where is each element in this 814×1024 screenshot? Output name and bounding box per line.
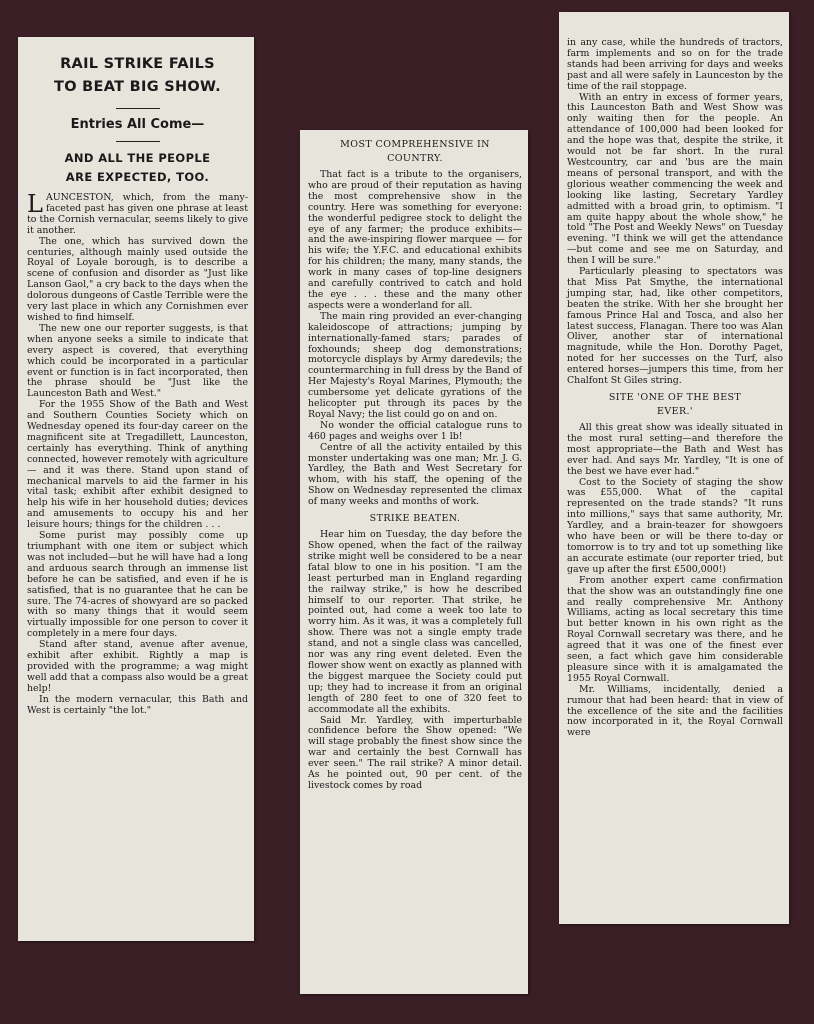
paragraph: No wonder the official catalogue runs to 460 pages and weighs over 1 lb! [308, 419, 522, 442]
paragraph [27, 190, 248, 237]
paragraph: In the modern vernacular, this Bath and West is certainly "the lot." [27, 693, 248, 716]
subhead-line-2: ARE EXPECTED, TOO. [65, 170, 210, 184]
section-heading-site [567, 391, 783, 419]
subhead [27, 149, 248, 187]
headline [27, 53, 248, 99]
section-heading-line-2: EVER.' [657, 406, 693, 417]
clipping-middle [300, 130, 528, 994]
section-heading-strike: STRIKE BEATEN. [369, 513, 461, 525]
paragraph: Stand after stand, avenue after avenue, exhibit after exhibit. Rightly a map is provided with the programme; a wag might well add that a compass also would be a great help! [27, 639, 248, 694]
clipping-left [18, 37, 254, 941]
paragraph: Cost to the Society of staging the show was £55,000. What of the capital represented on the trade stands? "It runs into millions," says that same authority, Mr. Yardley, and a brain-teazer for showgoers who have been or will be there to-day or tomorrow is to try and tot up something like an accurate estimate (our reporter tried, but gave up after the first £500,000!) [567, 476, 783, 575]
section-heading [308, 138, 522, 166]
clipping-right [559, 12, 789, 924]
section-heading-line-1: MOST COMPREHENSIVE IN [340, 139, 490, 150]
headline-line-1: RAIL STRIKE FAILS [60, 56, 215, 72]
paragraph: Centre of all the activity entailed by this monster undertaking was one man; Mr. J. G. Yardley, the Bath and West Secretary for whom, with his staff, the opening of the Show on Wednesday represented the climax of many weeks and months of work. [308, 441, 522, 508]
paragraph: in any case, while the hundreds of tractors, farm implements and so on for the trade stands had been arriving for days and weeks past and all were safely in Launceston by the time of the rail stoppage. [567, 37, 783, 92]
subhead-line-1: AND ALL THE PEOPLE [64, 151, 211, 165]
paragraph: The new one our reporter suggests, is that when anyone seeks a simile to indicate that every aspect is covered, that everything which could be incorporated in a particular event or function is in fact incorporated, then the phrase should be "Just like the Launceston Bath and West." [27, 322, 248, 400]
paragraph: Particularly pleasing to spectators was that Miss Pat Smythe, the international jumping star, had, like other competitors, beaten the strike. With her she brought her famous Prince Hal and Tosca, and also her latest success, Flanagan. There too was Alan Oliver, another star of international magnitude, while the Hon. Dorothy Paget, noted for her successes on the Turf, also entered horses—jumpers this time, from her Chalfont St Giles string. [567, 266, 783, 387]
paragraph: Mr. Williams, incidentally, denied a rumour that had been heard: that in view of the excellence of the site and the facilities now incorporated in it, the Royal Cornwall were [567, 683, 783, 739]
section-heading-line-2: COUNTRY. [387, 153, 443, 164]
drop-cap: L [27, 190, 43, 218]
paragraph: For the 1955 Show of the Bath and West and Southern Counties Society which on Wednesday opened its four-day career on the magnificent site at Tregadillett, Launceston, certainly has everything. Think of anything connected, however remotely with agriculture — and it was there. Stand upon stand of mechanical marvels to aid the farmer in his vital task; exhibit after exhibit designed to help his wife in her household duties; devices and amusements to occupy his and her leisure hours; things for the children . . . [27, 399, 248, 531]
section-heading-line-1: SITE 'ONE OF THE BEST [608, 392, 742, 403]
paragraph: Said Mr. Yardley, with imperturbable confidence before the Show opened: "We will stage probably the finest show since the war and certainly the best Cornwall has ever seen." The rail strike? A minor detail. As he pointed out, 90 per cent. of the livestock comes by road [308, 714, 522, 791]
paragraph: That fact is a tribute to the organisers, who are proud of their reputation as having the most comprehensive show in the country. Here was something for everyone: the wonderful pedigree stock to delight the eye of any farmer; the produce exhibits—and the awe-inspiring flower marquee — for his wife; the Y.F.C. and educational exhibits for his children; the many, many stands, the work in many cases of top-line designers and carefully contrived to catch and hold the eye . . . these and the many other aspects were a wonderland for all. [308, 169, 522, 311]
paragraph: The main ring provided an ever-changing kaleidoscope of attractions; jumping by internationally-famed stars; parades of foxhounds; sheep dog demonstrations; motorcycle displays by Army daredevils; the countermarching in full dress by the Band of Her Majesty's Royal Marines, Plymouth; the cumbersome yet delicate gyrations of the helicopter put through its paces by the Royal Navy; the list could go on and on. [308, 310, 522, 420]
kicker: Entries All Come— [70, 117, 205, 132]
paragraph: All this great show was ideally situated in the most rural setting—and therefore the most appropriate—the Bath and West has ever had. And says Mr. Yardley, "It is one of the best we have ever had." [567, 422, 783, 477]
paragraph: Some purist may possibly come up triumphant with one item or subject which was not included—but he will have had a long and arduous search through an immense list before he can be satisfied, and even if he is satisfied, that is no guarantee that he can be sure. The 74-acres of showyard are so packed with so many things that it would seem virtually impossible for one person to cover it completely in a mere four days. [27, 530, 248, 640]
headline-rule [116, 108, 160, 109]
paragraph: From another expert came confirmation that the show was an outstandingly fine one and really comprehensive Mr. Anthony Williams, acting as local secretary this time but better known in his own right as the Royal Cornwall secretary was there, and he agreed that it was one of the finest ever seen, a fact which gave him considerable pleasure since with it is amalgamated the 1955 Royal Cornwall. [567, 574, 783, 684]
kicker-rule [116, 141, 160, 142]
article-body [27, 190, 248, 717]
paragraph: The one, which has survived down the centuries, although mainly used outside the Royal of Loyale borough, is to describe a scene of confusion and disorder as "Just like Lanson Gaol," a cry back to the days when the dolorous dungeons of Castle Terrible were the very last place in which any Cornishmen ever wished to find himself. [27, 235, 248, 323]
headline-line-2: TO BEAT BIG SHOW. [54, 79, 221, 95]
paragraph: With an entry in excess of former years, this Launceston Bath and West Show was only waiting then for the people. An attendance of 100,000 had been looked for and the hope was that, despite the strike, it would not be far short. In the rural Westcountry, car and 'bus are the main means of personal transport, and with the glorious weather commencing the week and looking like lasting, Secretary Yardley admitted with a broad grin, to optimism. "I am quite happy about the whole show," he told "The Post and Weekly News" on Tuesday evening. "I think we will get the attendance—but come and see me on Saturday, and then I will be sure." [567, 91, 783, 267]
paragraph: Hear him on Tuesday, the day before the Show opened, when the fact of the railway strike might well be considered to be a near fatal blow to one in his position. "I am the least perturbed man in England regarding the railway strike," is how he described himself to our reporter. That strike, he pointed out, had come a week too late to worry him. As it was, it was a completely full show. There was not a single empty trade stand, and not a single class was cancelled, nor was any ring event deleted. Even the flower show went on exactly as planned with the biggest marquee the Society could put up; they had to increase it from an original length of 280 feet to one of 320 feet to accommodate all the exhibits. [308, 529, 522, 715]
paragraph-text: AUNCESTON, which, from the many-faceted past has given one phrase at least to the Cornish vernacular, seems likely to give it another. [27, 192, 248, 236]
